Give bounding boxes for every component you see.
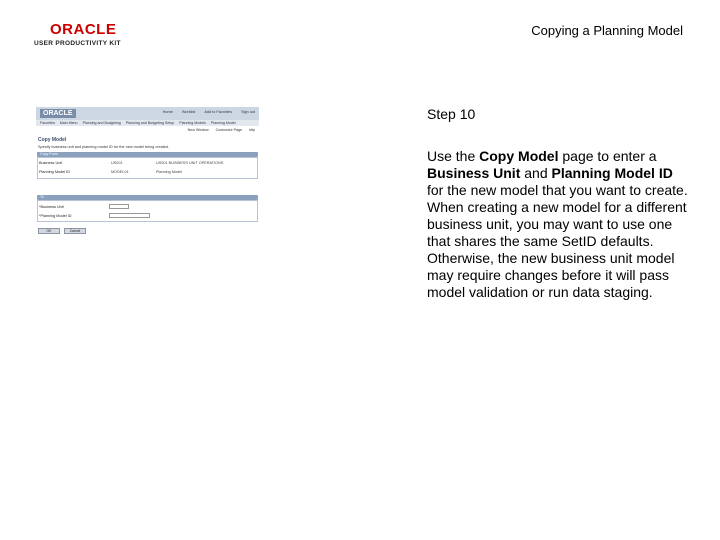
sign-out-link[interactable]: Sign out: [241, 110, 255, 114]
copy-to-label: To: [40, 195, 44, 199]
breadcrumb-item[interactable]: Favorites: [40, 121, 55, 125]
planning-model-id-input[interactable]: [109, 213, 150, 218]
breadcrumb: [36, 120, 259, 126]
screenshot-thumbnail: [36, 107, 259, 239]
breadcrumb-item[interactable]: Planning and Budgeting Setup: [125, 121, 175, 125]
breadcrumb-item[interactable]: Main Menu: [59, 121, 78, 125]
header-links: [155, 110, 255, 114]
to-model-id-label: *Planning Model ID: [39, 214, 72, 218]
desc-bold-field: Planning Model ID: [551, 165, 673, 181]
to-business-unit-label: *Business Unit: [39, 205, 64, 209]
page-instruction: Specify business unit and planning model ID for the new model being created.: [38, 145, 170, 149]
from-model-id-label: Planning Model ID: [39, 170, 71, 174]
worklist-link[interactable]: Worklist: [181, 110, 196, 114]
home-link[interactable]: Home: [162, 110, 173, 114]
breadcrumb-item[interactable]: Planning Models: [179, 121, 206, 125]
page-tools: [182, 128, 255, 132]
desc-text: and: [520, 165, 552, 181]
http-link[interactable]: http: [249, 128, 255, 132]
from-business-unit-value: US001: [111, 161, 123, 165]
ok-button[interactable]: OK: [38, 228, 60, 234]
cancel-button[interactable]: Cancel: [64, 228, 86, 234]
page-title: Copy Model: [38, 137, 67, 143]
breadcrumb-item[interactable]: Planning Model: [210, 121, 236, 125]
copy-to-group: [37, 200, 258, 222]
breadcrumb-item[interactable]: Planning and Budgeting: [82, 121, 121, 125]
desc-bold-page: Copy Model: [479, 148, 559, 164]
step-number: Step 10: [427, 106, 476, 122]
desc-bold-field: Business Unit: [427, 165, 521, 181]
new-window-link[interactable]: New Window: [187, 128, 209, 132]
desc-text: page to enter a: [558, 148, 657, 164]
desc-text: for the new model that you want to create. When creating a new model for a different business unit, you may want to use one that shares the same SetID defaults. Otherwise, the new business unit model may require changes before it will pass model validation or run data staging.: [427, 182, 688, 300]
step-description: [427, 148, 689, 301]
add-to-favorites-link[interactable]: Add to Favorites: [204, 110, 232, 114]
copy-from-group: [37, 157, 258, 179]
document-title: Copying a Planning Model: [531, 23, 683, 38]
customize-page-link[interactable]: Customize Page: [215, 128, 242, 132]
brand-name: ORACLE: [50, 21, 117, 38]
desc-text: Use the: [427, 148, 480, 164]
brand-product: USER PRODUCTIVITY KIT: [34, 40, 121, 47]
app-header-bar: [36, 107, 259, 120]
from-business-unit-label: Business Unit: [39, 161, 63, 165]
copy-from-label: Copy From: [40, 152, 58, 156]
brand-logo: [34, 22, 134, 47]
app-logo: ORACLE: [40, 109, 76, 118]
from-model-id-value: MODEL01: [111, 170, 129, 174]
business-unit-input[interactable]: [109, 204, 129, 209]
from-model-id-desc: Planning Model: [156, 170, 183, 174]
from-business-unit-desc: US001 BUSINESS UNIT OPERATIONS: [156, 161, 224, 165]
